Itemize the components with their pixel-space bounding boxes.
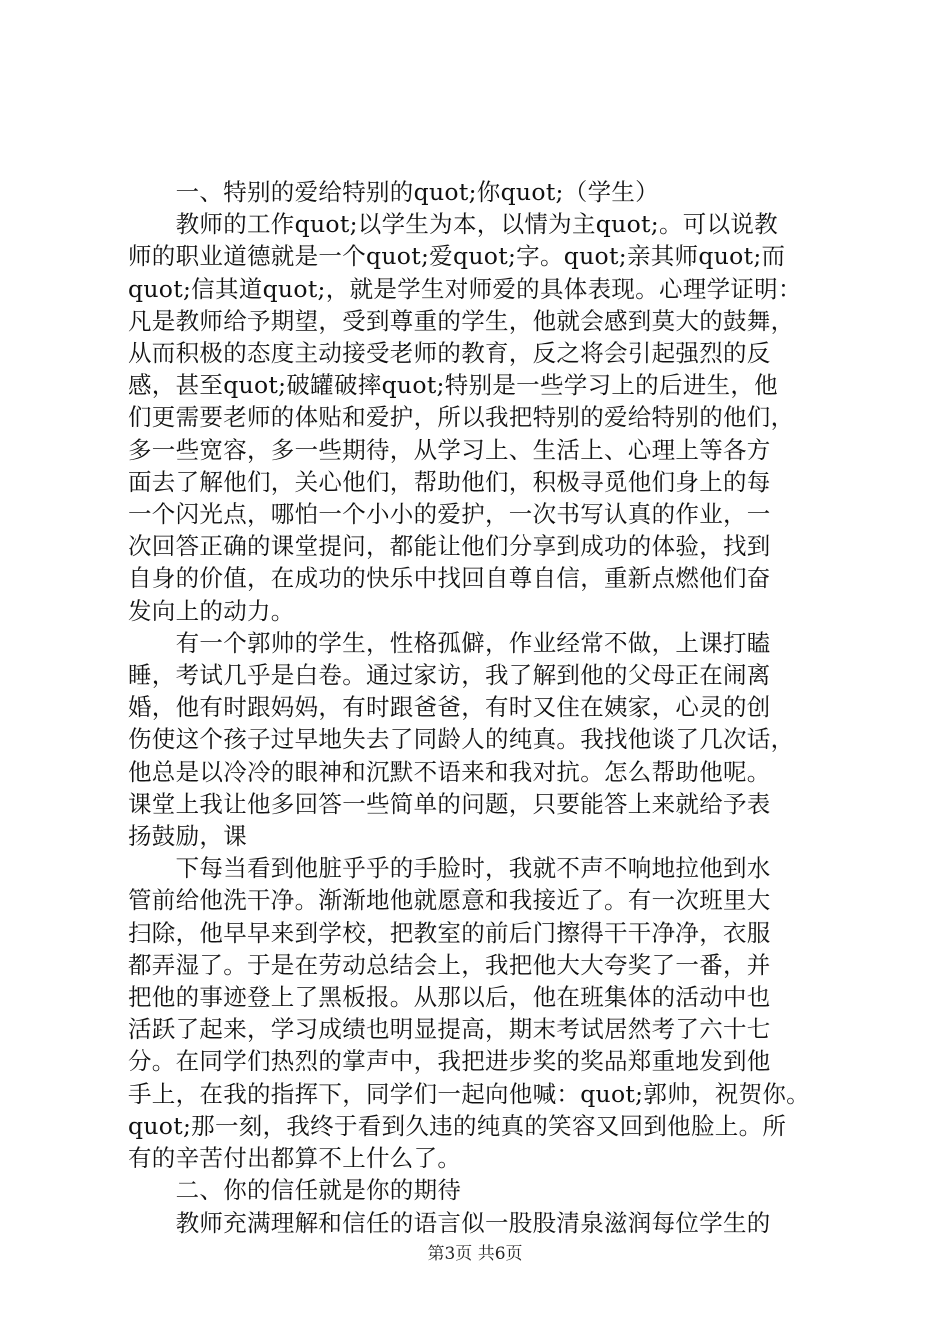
paragraph: 教师充满理解和信任的语言似一股股清泉滋润每位学生的 <box>128 1208 771 1237</box>
document-body <box>128 176 858 1239</box>
page-number-footer: 第3页 共6页 <box>427 1244 523 1264</box>
section-heading-2: 二、你的信任就是你的期待 <box>128 1176 462 1205</box>
paragraph: 教师的工作quot;以学生为本，以情为主quot;。可以说教 师的职业道德就是一个quot;爱quot;字。quot;亲其师quot;而 quot;信其道quot;，就是学生对师爱的具体表现。心理学证明： 凡是教师给予期望，受到尊重的学生，他就会感到莫大的鼓舞， 从而积极的态度主动接受老师的教育，反之将会引起强烈的反 感，甚至quot;破罐破摔quot;特别是一些学习上的后进生，他 们更需要老师的体贴和爱护，所以我把特别的爱给特别的他们， 多一些宽容，多一些期待，从学习上、生活上、心理上等各方 面去了解他们，关心他们，帮助他们，积极寻觅他们身上的每 一个闪光点，哪怕一个小小的爱护，一次书写认真的作业，一 次回答正确的课堂提问，都能让他们分享到成功的体验，找到 自身的价值，在成功的快乐中找回自尊自信，重新点燃他们奋 发向上的动力。 <box>128 210 802 625</box>
paragraph: 有一个郭帅的学生，性格孤僻，作业经常不做，上课打瞌 睡，考试几乎是白卷。通过家访，我了解到他的父母正在闹离 婚，他有时跟妈妈，有时跟爸爸，有时又住在姨家，心灵的创 伤使这个孩子过早地失去了同龄人的纯真。我找他谈了几次话， 他总是以冷冷的眼神和沉默不语来和我对抗。怎么帮助他呢。 课堂上我让他多回答一些简单的问题，只要能答上来就给予表 扬鼓励，课 <box>128 628 795 851</box>
section-heading-1: 一、特别的爱给特别的quot;你quot;（学生） <box>128 178 659 206</box>
paragraph: 下每当看到他脏乎乎的手脸时，我就不声不响地拉他到水 管前给他洗干净。渐渐地他就愿意和我接近了。有一次班里大 扫除，他早早来到学校，把教室的前后门擦得干干净净，衣服 都弄湿了。于是在劳动总结会上，我把他大大夸奖了一番，并 把他的事迹登上了黑板报。从那以后，他在班集体的活动中也 活跃了起来，学习成绩也明显提高，期末考试居然考了六十七 分。在同学们热烈的掌声中，我把进步奖的奖品郑重地发到他 手上，在我的指挥下，同学们一起向他喊：quot;郭帅，祝贺你。 quot;那一刻，我终于看到久违的纯真的笑容又回到他脸上。所 有的辛苦付出都算不上什么了。 <box>128 854 810 1173</box>
